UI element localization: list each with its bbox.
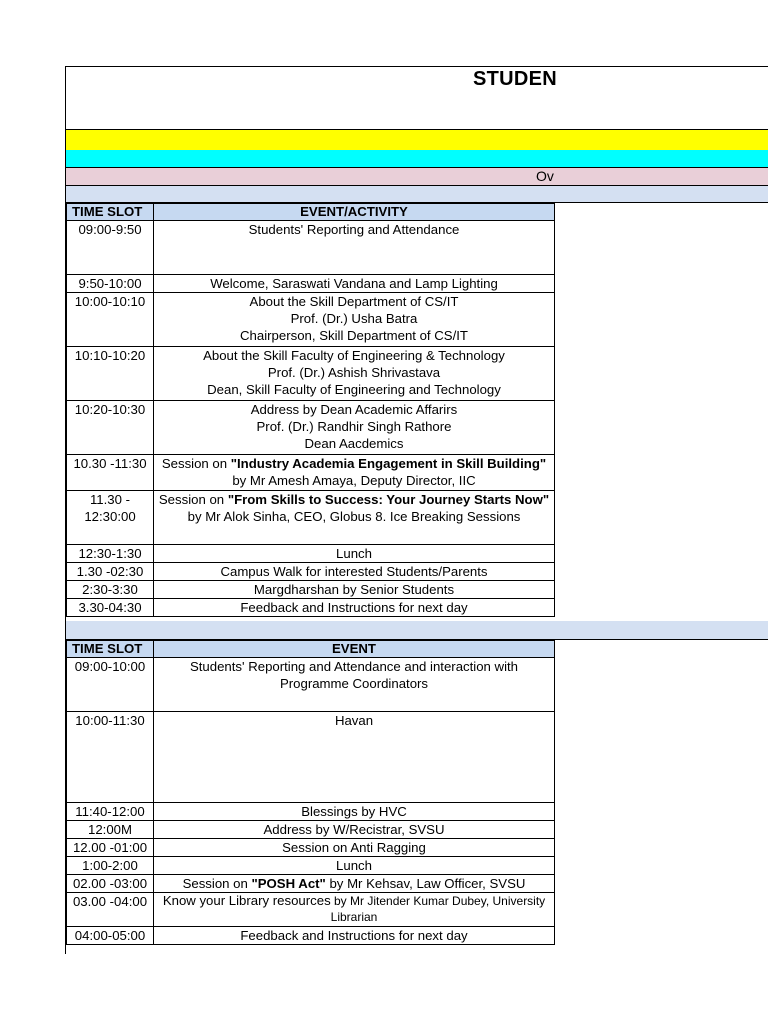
time-slot: 10:10-10:20 bbox=[67, 347, 154, 401]
table-header-row bbox=[67, 641, 555, 658]
event-cell bbox=[154, 857, 555, 875]
event-cell bbox=[154, 455, 555, 491]
table-row bbox=[67, 491, 555, 545]
event-cell bbox=[154, 839, 555, 857]
event-line: Dean, Skill Faculty of Engineering and Technology bbox=[207, 382, 501, 397]
event-line: Students' Reporting and Attendance bbox=[248, 222, 460, 237]
overview-label: Ov bbox=[536, 168, 554, 184]
day2-schedule-table bbox=[66, 640, 555, 945]
yellow-band bbox=[66, 129, 768, 151]
event-cell bbox=[154, 581, 555, 599]
event-text-post: by Mr Jitender Kumar Dubey, University Librarian bbox=[330, 894, 546, 924]
event-cell bbox=[154, 821, 555, 839]
event-cell bbox=[154, 712, 555, 803]
event-line: Address by Dean Academic Affarirs bbox=[250, 402, 458, 417]
event-title: "POSH Act" bbox=[251, 876, 326, 891]
time-slot: 3.30-04:30 bbox=[67, 599, 154, 617]
event-title: "Industry Academia Engagement in Skill Building" bbox=[230, 456, 547, 471]
table-row bbox=[67, 927, 555, 945]
table-row bbox=[67, 803, 555, 821]
table-row bbox=[67, 712, 555, 803]
event-line: Margdharshan by Senior Students bbox=[253, 582, 455, 597]
event-header: EVENT/ACTIVITY bbox=[154, 204, 555, 221]
table-row bbox=[67, 275, 555, 293]
time-slot: 12:00M bbox=[67, 821, 154, 839]
time-slot: 03.00 -04:00 bbox=[67, 893, 154, 927]
time-slot: 12.00 -01:00 bbox=[67, 839, 154, 857]
time-slot: 10.30 -11:30 bbox=[67, 455, 154, 491]
time-slot: 11.30 - 12:30:00 bbox=[67, 491, 154, 545]
table-header-row bbox=[67, 204, 555, 221]
table-row bbox=[67, 821, 555, 839]
time-slot: 11:40-12:00 bbox=[67, 803, 154, 821]
event-line: Chairperson, Skill Department of CS/IT bbox=[240, 328, 468, 343]
title-band bbox=[66, 67, 768, 129]
time-slot-header: TIME SLOT bbox=[67, 204, 154, 221]
event-cell bbox=[154, 491, 555, 545]
table-row bbox=[67, 455, 555, 491]
time-slot: 1.30 -02:30 bbox=[67, 563, 154, 581]
event-cell bbox=[154, 927, 555, 945]
event-cell bbox=[154, 347, 555, 401]
day2-separator bbox=[66, 621, 768, 640]
event-text-pre: Session on bbox=[182, 876, 252, 891]
time-slot-header: TIME SLOT bbox=[67, 641, 154, 658]
event-line: Feedback and Instructions for next day bbox=[240, 600, 468, 615]
table-row bbox=[67, 875, 555, 893]
event-text-pre: Session on bbox=[158, 492, 228, 507]
event-cell bbox=[154, 803, 555, 821]
event-line: Session on Anti Ragging bbox=[282, 840, 426, 855]
event-line: Blessings by HVC bbox=[301, 804, 407, 819]
event-cell bbox=[154, 893, 555, 927]
table-row bbox=[67, 401, 555, 455]
event-cell bbox=[154, 875, 555, 893]
event-line: Welcome, Saraswati Vandana and Lamp Lighting bbox=[210, 276, 498, 291]
event-line: Address by W/Recistrar, SVSU bbox=[263, 822, 445, 837]
event-line: Feedback and Instructions for next day bbox=[240, 928, 468, 943]
table-row bbox=[67, 658, 555, 712]
event-line: Prof. (Dr.) Randhir Singh Rathore bbox=[256, 419, 452, 434]
event-text-post: by Mr Amesh Amaya, Deputy Director, IIC bbox=[232, 473, 476, 488]
event-cell bbox=[154, 275, 555, 293]
time-slot: 10:00-11:30 bbox=[67, 712, 154, 803]
table-row bbox=[67, 293, 555, 347]
time-slot: 2:30-3:30 bbox=[67, 581, 154, 599]
table-row bbox=[67, 893, 555, 927]
table-row bbox=[67, 581, 555, 599]
table-row bbox=[67, 857, 555, 875]
time-slot: 9:50-10:00 bbox=[67, 275, 154, 293]
event-cell bbox=[154, 545, 555, 563]
event-line: Students' Reporting and Attendance and interaction with bbox=[189, 659, 519, 674]
table-row bbox=[67, 839, 555, 857]
day1-separator bbox=[66, 186, 768, 203]
time-slot: 1:00-2:00 bbox=[67, 857, 154, 875]
table-row bbox=[67, 545, 555, 563]
event-cell bbox=[154, 658, 555, 712]
table-row bbox=[67, 347, 555, 401]
table-row bbox=[67, 599, 555, 617]
schedule-sheet bbox=[65, 66, 768, 954]
time-slot: 09:00-10:00 bbox=[67, 658, 154, 712]
event-title: "From Skills to Success: Your Journey Starts Now" bbox=[227, 492, 550, 507]
page-title: STUDEN bbox=[473, 68, 558, 90]
event-text-post: by Mr Alok Sinha, CEO, Globus 8. Ice Breaking Sessions bbox=[187, 509, 521, 524]
event-cell bbox=[154, 599, 555, 617]
event-line: Havan bbox=[334, 713, 374, 728]
event-line: Prof. (Dr.) Usha Batra bbox=[290, 311, 418, 326]
event-line: Lunch bbox=[336, 858, 372, 873]
overview-band bbox=[66, 168, 768, 186]
time-slot: 04:00-05:00 bbox=[67, 927, 154, 945]
event-line: Dean Aacdemics bbox=[304, 436, 404, 451]
event-line: Prof. (Dr.) Ashish Shrivastava bbox=[267, 365, 441, 380]
event-line: About the Skill Department of CS/IT bbox=[249, 294, 459, 309]
table-row bbox=[67, 221, 555, 275]
event-text-pre: Session on bbox=[161, 456, 231, 471]
table-row bbox=[67, 563, 555, 581]
event-cell bbox=[154, 401, 555, 455]
event-cell bbox=[154, 221, 555, 275]
time-slot: 09:00-9:50 bbox=[67, 221, 154, 275]
time-slot: 10:20-10:30 bbox=[67, 401, 154, 455]
cyan-band bbox=[66, 150, 768, 168]
event-line: About the Skill Faculty of Engineering & Technology bbox=[203, 348, 505, 363]
time-slot: 12:30-1:30 bbox=[67, 545, 154, 563]
event-line: Campus Walk for interested Students/Parents bbox=[220, 564, 488, 579]
event-line: Programme Coordinators bbox=[279, 676, 429, 691]
day1-schedule-table bbox=[66, 203, 555, 617]
event-text-pre: Know your Library resources bbox=[162, 893, 331, 908]
event-line: Lunch bbox=[336, 546, 372, 561]
event-cell bbox=[154, 293, 555, 347]
time-slot: 10:00-10:10 bbox=[67, 293, 154, 347]
event-text-post: by Mr Kehsav, Law Officer, SVSU bbox=[325, 876, 526, 891]
time-slot: 02.00 -03:00 bbox=[67, 875, 154, 893]
event-header: EVENT bbox=[154, 641, 555, 658]
event-cell bbox=[154, 563, 555, 581]
